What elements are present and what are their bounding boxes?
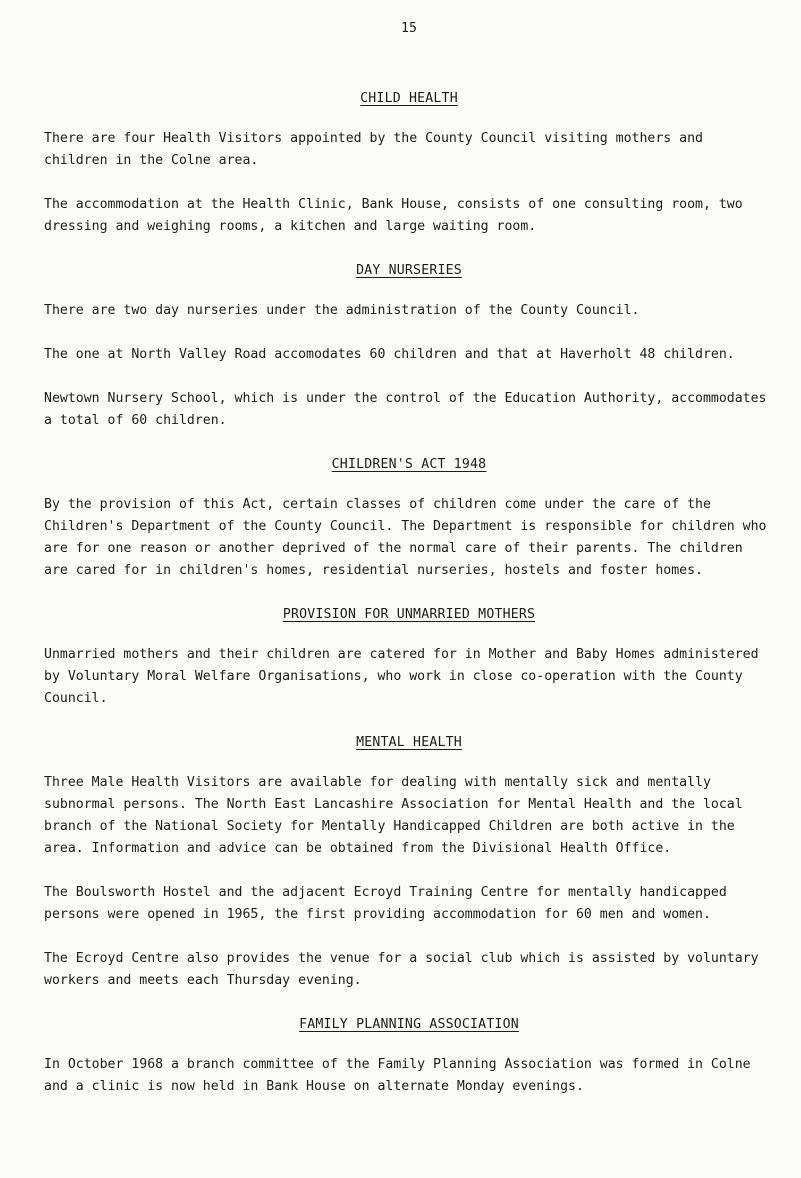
heading-mental-health: MENTAL HEALTH bbox=[356, 735, 462, 750]
paragraph: Unmarried mothers and their children are catered for in Mother and Baby Homes administered by Voluntary Moral Welfare Organisations, who work in close co-operation with the County Council. bbox=[44, 647, 759, 706]
heading-child-health: CHILD HEALTH bbox=[360, 91, 458, 106]
paragraph: The accommodation at the Health Clinic, Bank House, consists of one consulting room, two dressing and weighing rooms, a kitchen and large waiting room. bbox=[44, 197, 743, 234]
paragraph: There are two day nurseries under the administration of the County Council. bbox=[44, 303, 640, 318]
paragraph: Newtown Nursery School, which is under the control of the Education Authority, accommodates a total of 60 children. bbox=[44, 391, 767, 428]
section-unmarried-mothers bbox=[44, 604, 774, 710]
heading-unmarried-mothers: PROVISION FOR UNMARRIED MOTHERS bbox=[282, 607, 536, 622]
page-number: 15 bbox=[401, 21, 417, 36]
section-family-planning bbox=[44, 1014, 774, 1098]
paragraph: The Boulsworth Hostel and the adjacent Ecroyd Training Centre for mentally handicapped persons were opened in 1965, the first providing accommodation for 60 men and women. bbox=[44, 885, 727, 922]
document-page bbox=[44, 18, 774, 1120]
section-mental-health bbox=[44, 732, 774, 992]
heading-day-nurseries: DAY NURSERIES bbox=[356, 263, 462, 278]
paragraph: In October 1968 a branch committee of the Family Planning Association was formed in Colne and a clinic is now held in Bank House on alternate Monday evenings. bbox=[44, 1057, 751, 1094]
section-day-nurseries bbox=[44, 260, 774, 432]
paragraph: Three Male Health Visitors are available for dealing with mentally sick and mentally subnormal persons. The North East Lancashire Association for Mental Health and the local branch of the National Society for Mentally Handicapped Children are both active in the area. Information and advice can be obtained from the Divisional Health Office. bbox=[44, 775, 743, 856]
paragraph: There are four Health Visitors appointed by the County Council visiting mothers and children in the Colne area. bbox=[44, 131, 703, 168]
heading-childrens-act: CHILDREN'S ACT 1948 bbox=[331, 457, 487, 472]
paragraph: The Ecroyd Centre also provides the venue for a social club which is assisted by voluntary workers and meets each Thursday evening. bbox=[44, 951, 759, 988]
paragraph: The one at North Valley Road accomodates 60 children and that at Haverholt 48 children. bbox=[44, 347, 735, 362]
heading-family-planning: FAMILY PLANNING ASSOCIATION bbox=[299, 1017, 519, 1032]
section-childrens-act bbox=[44, 454, 774, 582]
paragraph: By the provision of this Act, certain classes of children come under the care of the Children's Department of the County Council. The Department is responsible for children who are for one reason or another deprived of the normal care of their parents. The children are cared for in children's homes, residential nurseries, hostels and foster homes. bbox=[44, 497, 767, 578]
section-child-health bbox=[44, 88, 774, 238]
